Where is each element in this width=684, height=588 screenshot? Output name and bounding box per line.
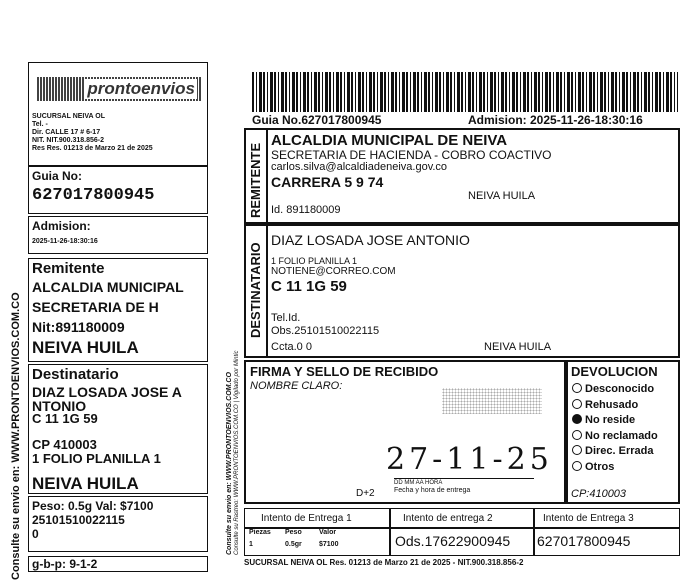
intentos-section	[244, 508, 680, 556]
intento-1: Intento de Entrega 1	[261, 513, 352, 524]
destinatario-address: C 11 1G 59	[271, 278, 347, 295]
guia-box	[28, 166, 208, 214]
fecha-caption: Fecha y hora de entrega	[394, 487, 471, 494]
logo-text: prontoenvios	[87, 79, 195, 98]
destinatario-address: C 11 1G 59	[32, 411, 98, 426]
destinatario-obs: Obs.25101510022115	[271, 325, 380, 337]
fecha-box	[394, 478, 534, 501]
remitente-name: ALCALDIA MUNICIPAL	[32, 279, 184, 295]
remitente-city: NEIVA HUILA	[468, 190, 536, 202]
admision-date: 2025-11-26-18:30:16	[32, 238, 98, 245]
firma-title: FIRMA Y SELLO DE RECIBIDO	[250, 364, 439, 379]
destinatario-name1: DIAZ LOSADA JOSE A	[32, 384, 182, 400]
radio-circle-icon	[572, 414, 582, 424]
logo-box	[28, 62, 208, 166]
devolucion-option	[572, 413, 658, 429]
intento-3: Intento de Entrega 3	[543, 513, 634, 524]
peso-box	[28, 496, 208, 552]
destinatario-city: NEIVA HUILA	[32, 474, 139, 493]
destinatario-vertical-label: DESTINATARIO	[248, 242, 263, 338]
remitente-address: CARRERA 5 9 74	[271, 174, 384, 190]
devolucion-option	[572, 444, 658, 460]
destinatario-city: NEIVA HUILA	[484, 341, 552, 353]
firma-section	[244, 360, 566, 504]
signature-stamp	[442, 388, 542, 414]
handwritten-date: 27-11-25	[386, 442, 553, 477]
devolucion-cp: CP:410003	[571, 488, 627, 500]
pieza-value: 0.5gr	[285, 541, 302, 548]
fecha-labels: DD MM AA HORA	[394, 480, 443, 486]
destinatario-tel: Tel.Id.	[271, 312, 301, 324]
devolucion-option	[572, 460, 658, 476]
guia-header: Guia No.627017800945	[252, 113, 382, 127]
pieza-header: Piezas	[249, 529, 271, 536]
remitente-section	[244, 128, 680, 224]
remitente-email: carlos.silva@alcaldiadeneiva.gov.co	[271, 161, 448, 173]
office-resolution: Res Res. 01213 de Marzo 21 de 2025	[32, 145, 153, 152]
destinatario-name: DIAZ LOSADA JOSE ANTONIO	[271, 232, 470, 248]
devolucion-section	[566, 360, 680, 504]
devolucion-option	[572, 382, 658, 398]
destinatario-email: NOTIENE@CORREO.COM	[271, 266, 396, 277]
intento-2: Intento de entrega 2	[403, 513, 493, 524]
devolucion-option-label: No reside	[585, 414, 636, 426]
main-side-text-2: Consulte su Rastreo: WWW.PRONTOENVIOS.COM.CO | Vigilado por Mintic	[234, 350, 240, 555]
remitente-nit: Nit:891180009	[32, 319, 125, 335]
guia-label: Guia No:	[32, 169, 82, 183]
destinatario-label: Destinatario	[32, 366, 119, 383]
office-address: Dir. CALLE 17 # 6-17	[32, 129, 101, 136]
pieza-value: 1	[249, 541, 253, 548]
devolucion-option-label: Rehusado	[585, 398, 639, 411]
pieza-value: $7100	[319, 541, 339, 548]
remitente-label: Remitente	[32, 260, 105, 277]
destinatario-name2: NTONIO	[32, 398, 87, 414]
radio-circle-icon	[572, 445, 582, 455]
devolucion-option	[572, 429, 658, 445]
main-footer: SUCURSAL NEIVA OL Res. 01213 de Marzo 21 de 2025 - NIT.900.318.856-2	[244, 558, 524, 567]
office-nit: NIT. NIT.900.318.856-2	[32, 137, 104, 144]
destinatario-folio: 1 FOLIO PLANILLA 1	[271, 256, 358, 266]
pieza-header: Peso	[285, 529, 302, 536]
barcode	[252, 72, 678, 112]
devolucion-title: DEVOLUCION	[571, 364, 658, 379]
reference-number: 25101510022115	[32, 513, 125, 527]
remitente-dept: SECRETARIA DE HACIENDA - COBRO COACTIVO	[271, 148, 552, 162]
remitente-box	[28, 258, 208, 362]
reference-extra: 0	[32, 527, 39, 541]
prontoenvios-logo	[37, 77, 201, 101]
left-side-url-text: Consulte su envio en: WWW.PRONTOENVIOS.COM.CO	[10, 292, 22, 580]
guia-box-number: 627017800945	[537, 533, 631, 549]
guia-number: 627017800945	[32, 186, 155, 205]
admision-box	[28, 216, 208, 254]
destinatario-box	[28, 364, 208, 494]
devolucion-option-label: Desconocido	[585, 383, 655, 395]
remitente-name: ALCALDIA MUNICIPAL DE NEIVA	[271, 132, 508, 149]
ods-number: Ods.17622900945	[395, 533, 511, 549]
destinatario-ccta: Ccta.0 0	[271, 341, 312, 353]
pieza-header: Valor	[319, 529, 337, 536]
radio-circle-icon	[572, 461, 582, 471]
main-side-text-1: Consulte su envio en: WWW.PRONTOENVIOS.COM.CO	[226, 372, 233, 555]
devolucion-option-label: Direc. Errada	[585, 445, 654, 457]
stub-footer	[28, 556, 208, 572]
destinatario-cp: CP 410003	[32, 437, 97, 452]
devolucion-option-label: Otros	[585, 460, 615, 473]
remitente-vertical-label: REMITENTE	[248, 142, 263, 218]
admision-label: Admision:	[32, 219, 91, 233]
firma-subtitle: NOMBRE CLARO:	[250, 380, 343, 392]
remitente-line2: SECRETARIA DE H	[32, 299, 159, 315]
radio-circle-icon	[572, 383, 582, 393]
peso-value: Peso: 0.5g Val: $7100	[32, 499, 154, 513]
devolucion-option-label: No reclamado	[585, 429, 658, 442]
remitente-city: NEIVA HUILA	[32, 338, 139, 357]
admision-header: Admision: 2025-11-26-18:30:16	[468, 113, 643, 127]
d2-label: D+2	[356, 488, 375, 499]
radio-circle-icon	[572, 399, 582, 409]
destinatario-folio: 1 FOLIO PLANILLA 1	[32, 451, 161, 466]
office-tel: Tel. -	[32, 121, 48, 128]
radio-circle-icon	[572, 430, 582, 440]
stub-footer-text: g-b-p: 9-1-2	[32, 557, 98, 571]
destinatario-section	[244, 224, 680, 358]
office-name: SUCURSAL NEIVA OL	[32, 113, 105, 120]
devolucion-option	[572, 398, 658, 414]
remitente-id: Id. 891180009	[271, 204, 341, 216]
